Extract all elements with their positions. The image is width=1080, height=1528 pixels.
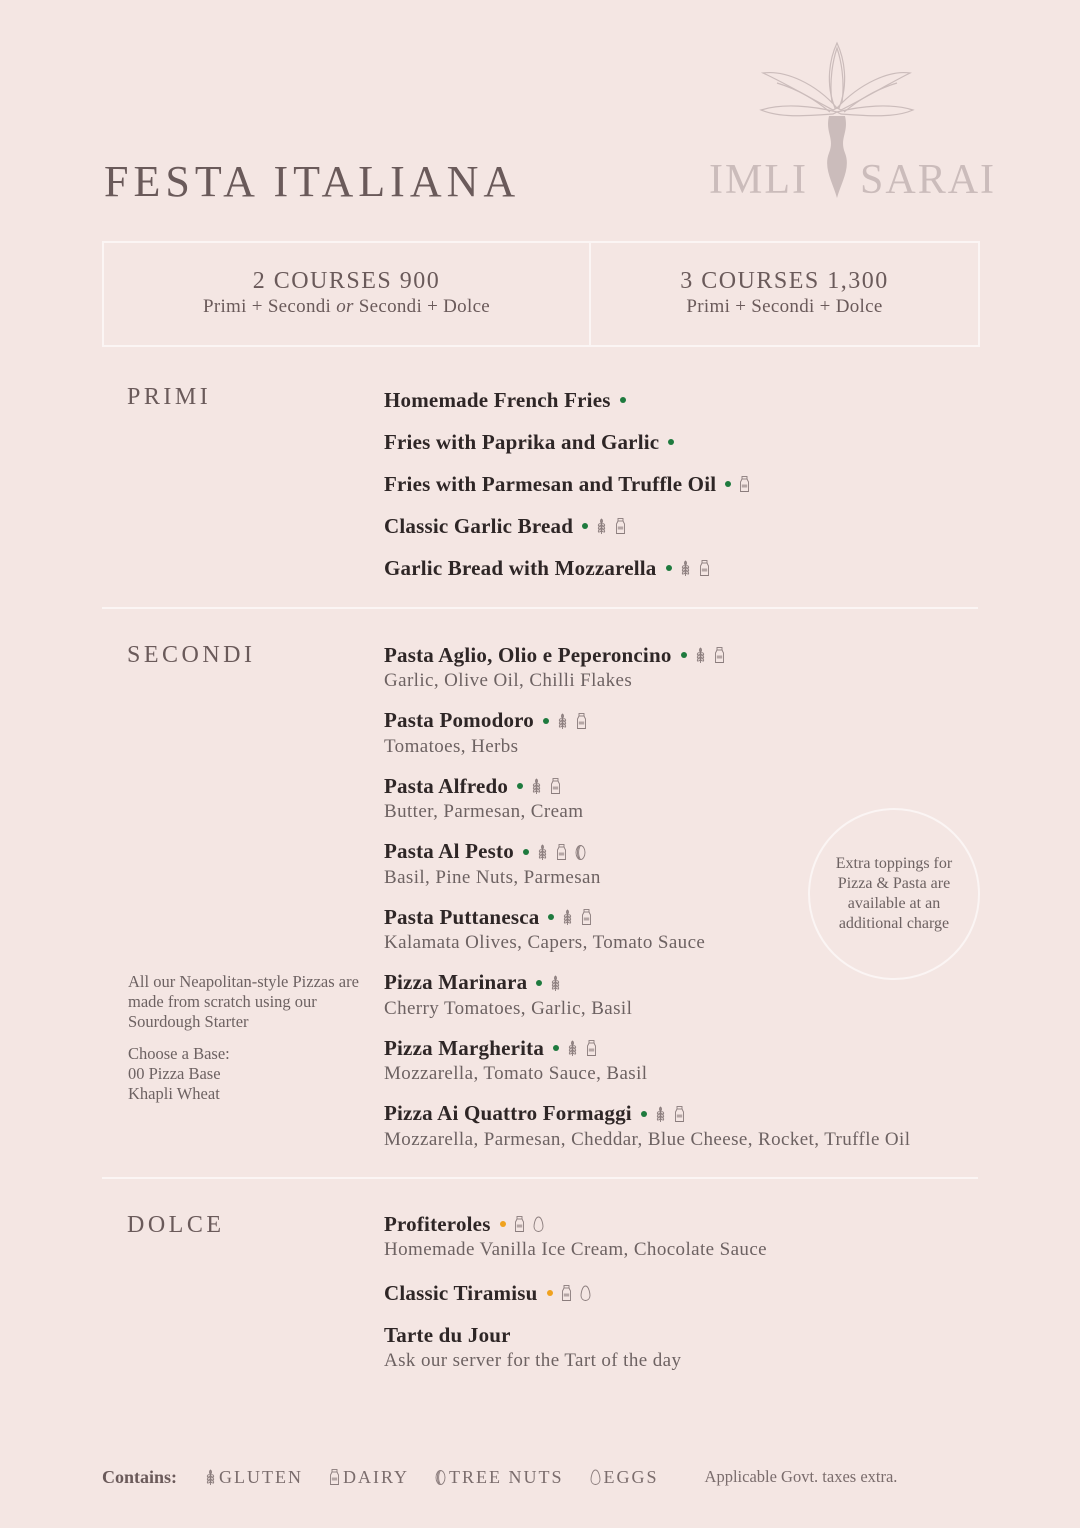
wheat-icon (557, 712, 568, 730)
contains-egg-dot-icon (547, 1290, 553, 1296)
vegetarian-dot-icon (543, 718, 549, 724)
menu-item-description: Ask our server for the Tart of the day (384, 1350, 682, 1371)
allergen-legend (205, 1467, 685, 1488)
brand-logo (705, 38, 997, 208)
vegetarian-dot-icon (553, 1045, 559, 1051)
menu-item-header (384, 470, 750, 498)
menu-title: FESTA ITALIANA (104, 157, 521, 206)
course-description-part: Primi + Secondi (202, 296, 337, 317)
menu-item-name: Pizza Marinara (384, 970, 528, 994)
logo-text-right: SARAI (860, 157, 997, 203)
nut-icon (435, 1468, 446, 1486)
vegetarian-dot-icon (523, 849, 529, 855)
menu-item-name: Garlic Bread with Mozzarella (384, 555, 657, 580)
milk-bottle-icon (556, 843, 567, 861)
menu-item-name: Classic Tiramisu (384, 1280, 538, 1305)
legend-item-treenuts (435, 1467, 564, 1488)
legend-label: GLUTEN (219, 1466, 303, 1487)
wheat-icon (695, 646, 706, 664)
menu-item-name: Classic Garlic Bread (384, 513, 574, 538)
extra-toppings-text: Extra toppings for Pizza & Pasta are available at an additional charge (835, 855, 953, 932)
wheat-icon (680, 559, 691, 577)
wheat-icon (537, 843, 548, 861)
menu-item (384, 1100, 910, 1166)
tax-note: Applicable Govt. taxes extra. (704, 1467, 898, 1486)
section-label-primi: PRIMI (127, 384, 212, 410)
wheat-icon (562, 908, 573, 926)
menu-item-header (384, 707, 910, 735)
menu-item (384, 969, 910, 1035)
menu-item-header (384, 641, 910, 669)
wheat-icon (567, 1039, 578, 1057)
menu-item-header (384, 386, 750, 414)
primi-items (384, 386, 750, 596)
menu-item-description: Garlic, Olive Oil, Chilli Flakes (384, 670, 633, 691)
menu-item (384, 1279, 767, 1307)
course-heading: 3 COURSES 1,300 (680, 268, 889, 294)
extra-toppings-badge (808, 808, 980, 980)
course-option-2 (104, 243, 591, 345)
menu-item (384, 1321, 767, 1373)
menu-item-description: Kalamata Olives, Capers, Tomato Sauce (384, 932, 706, 953)
course-description (104, 295, 589, 319)
contains-egg-dot-icon (500, 1221, 506, 1227)
vegetarian-dot-icon (620, 397, 626, 403)
menu-item-header (384, 512, 750, 540)
menu-item-header (384, 1100, 910, 1128)
milk-bottle-icon (699, 559, 710, 577)
menu-item (384, 707, 910, 773)
milk-bottle-icon (581, 908, 592, 926)
egg-icon (580, 1284, 591, 1302)
legend-item-dairy (329, 1467, 409, 1488)
wheat-icon (655, 1105, 666, 1123)
milk-bottle-icon (561, 1284, 572, 1302)
vegetarian-dot-icon (548, 914, 554, 920)
menu-item-name: Fries with Parmesan and Truffle Oil (384, 471, 717, 496)
menu-item-name: Homemade French Fries (384, 387, 611, 412)
menu-item-description: Basil, Pine Nuts, Parmesan (384, 866, 601, 888)
course-pricing-box (102, 241, 980, 347)
menu-item-header (384, 1279, 767, 1307)
wheat-icon (205, 1468, 216, 1486)
menu-item-header (384, 969, 910, 997)
egg-icon (590, 1468, 601, 1486)
legend-label: TREE NUTS (449, 1466, 564, 1487)
base-option: 00 Pizza Base (128, 1064, 221, 1083)
vegetarian-dot-icon (666, 565, 672, 571)
section-label-secondi: SECONDI (127, 642, 256, 668)
legend-item-eggs (590, 1467, 659, 1488)
menu-item (384, 428, 750, 470)
menu-item (384, 1034, 910, 1100)
nut-icon (575, 843, 586, 861)
vegetarian-dot-icon (681, 652, 687, 658)
base-options-heading: Choose a Base: (128, 1044, 230, 1063)
base-options (128, 1044, 368, 1104)
menu-item-header (384, 1034, 910, 1062)
menu-item-name: Pizza Ai Quattro Formaggi (384, 1101, 632, 1125)
milk-bottle-icon (329, 1468, 340, 1486)
section-divider (102, 607, 978, 609)
menu-item-name: Pasta Puttanesca (384, 904, 540, 929)
menu-item-name: Pizza Margherita (384, 1035, 545, 1060)
wheat-icon (596, 517, 607, 535)
egg-icon (533, 1215, 544, 1233)
milk-bottle-icon (674, 1105, 685, 1123)
vegetarian-dot-icon (536, 980, 542, 986)
menu-item (384, 470, 750, 512)
menu-item-name: Profiteroles (384, 1211, 491, 1236)
logo-text-left: IMLI (709, 157, 808, 203)
course-description-or: or (336, 296, 354, 317)
menu-item-header (384, 772, 910, 800)
milk-bottle-icon (576, 712, 587, 730)
contains-label: Contains: (102, 1466, 178, 1487)
menu-item (384, 386, 750, 428)
vegetarian-dot-icon (668, 439, 674, 445)
menu-item (384, 772, 910, 838)
course-description-part: Secondi + Dolce (353, 296, 491, 317)
course-description: Primi + Secondi + Dolce (686, 296, 883, 317)
menu-item-description: Tomatoes, Herbs (384, 735, 519, 757)
vegetarian-dot-icon (641, 1111, 647, 1117)
milk-bottle-icon (714, 646, 725, 664)
milk-bottle-icon (615, 517, 626, 535)
vegetarian-dot-icon (582, 523, 588, 529)
menu-item-header (384, 1210, 767, 1238)
wheat-icon (550, 974, 561, 992)
menu-item-name: Pasta Pomodoro (384, 708, 534, 732)
section-divider (102, 1177, 978, 1179)
menu-item-description: Mozzarella, Tomato Sauce, Basil (384, 1063, 648, 1084)
menu-item-description: Cherry Tomatoes, Garlic, Basil (384, 997, 633, 1019)
vegetarian-dot-icon (725, 481, 731, 487)
legend-item-gluten (205, 1467, 303, 1488)
menu-item-name: Pasta Alfredo (384, 773, 509, 798)
milk-bottle-icon (586, 1039, 597, 1057)
menu-item (384, 512, 750, 554)
menu-item-description: Homemade Vanilla Ice Cream, Chocolate Sauce (384, 1239, 767, 1260)
section-label-dolce: DOLCE (127, 1212, 225, 1238)
menu-item-header (384, 1321, 767, 1349)
menu-item-name: Pasta Aglio, Olio e Peperoncino (384, 642, 672, 667)
dolce-items (384, 1210, 767, 1390)
menu-item-header (384, 554, 750, 582)
course-heading: 2 COURSES 900 (252, 268, 441, 294)
menu-item-name: Fries with Paprika and Garlic (384, 429, 660, 454)
menu-item-header (384, 428, 750, 456)
legend-label: EGGS (603, 1466, 659, 1487)
menu-item (384, 554, 750, 596)
milk-bottle-icon (514, 1215, 525, 1233)
milk-bottle-icon (550, 777, 561, 795)
pizza-base-note (128, 972, 368, 1104)
pizza-note-text: All our Neapolitan-style Pizzas are made from scratch using our Sourdough Starter (128, 972, 359, 1031)
vegetarian-dot-icon (517, 783, 523, 789)
allergen-legend-footer (102, 1464, 897, 1490)
base-option: Khapli Wheat (128, 1084, 220, 1103)
menu-item (384, 1210, 767, 1262)
menu-item-description: Butter, Parmesan, Cream (384, 801, 584, 822)
course-option-3 (591, 243, 978, 345)
menu-item-description: Mozzarella, Parmesan, Cheddar, Blue Cheese, Rocket, Truffle Oil (384, 1128, 911, 1150)
milk-bottle-icon (739, 475, 750, 493)
menu-item-name: Tarte du Jour (384, 1322, 511, 1347)
legend-label: DAIRY (343, 1466, 410, 1487)
menu-item (384, 641, 910, 707)
wheat-icon (531, 777, 542, 795)
menu-item-name: Pasta Al Pesto (384, 839, 514, 863)
